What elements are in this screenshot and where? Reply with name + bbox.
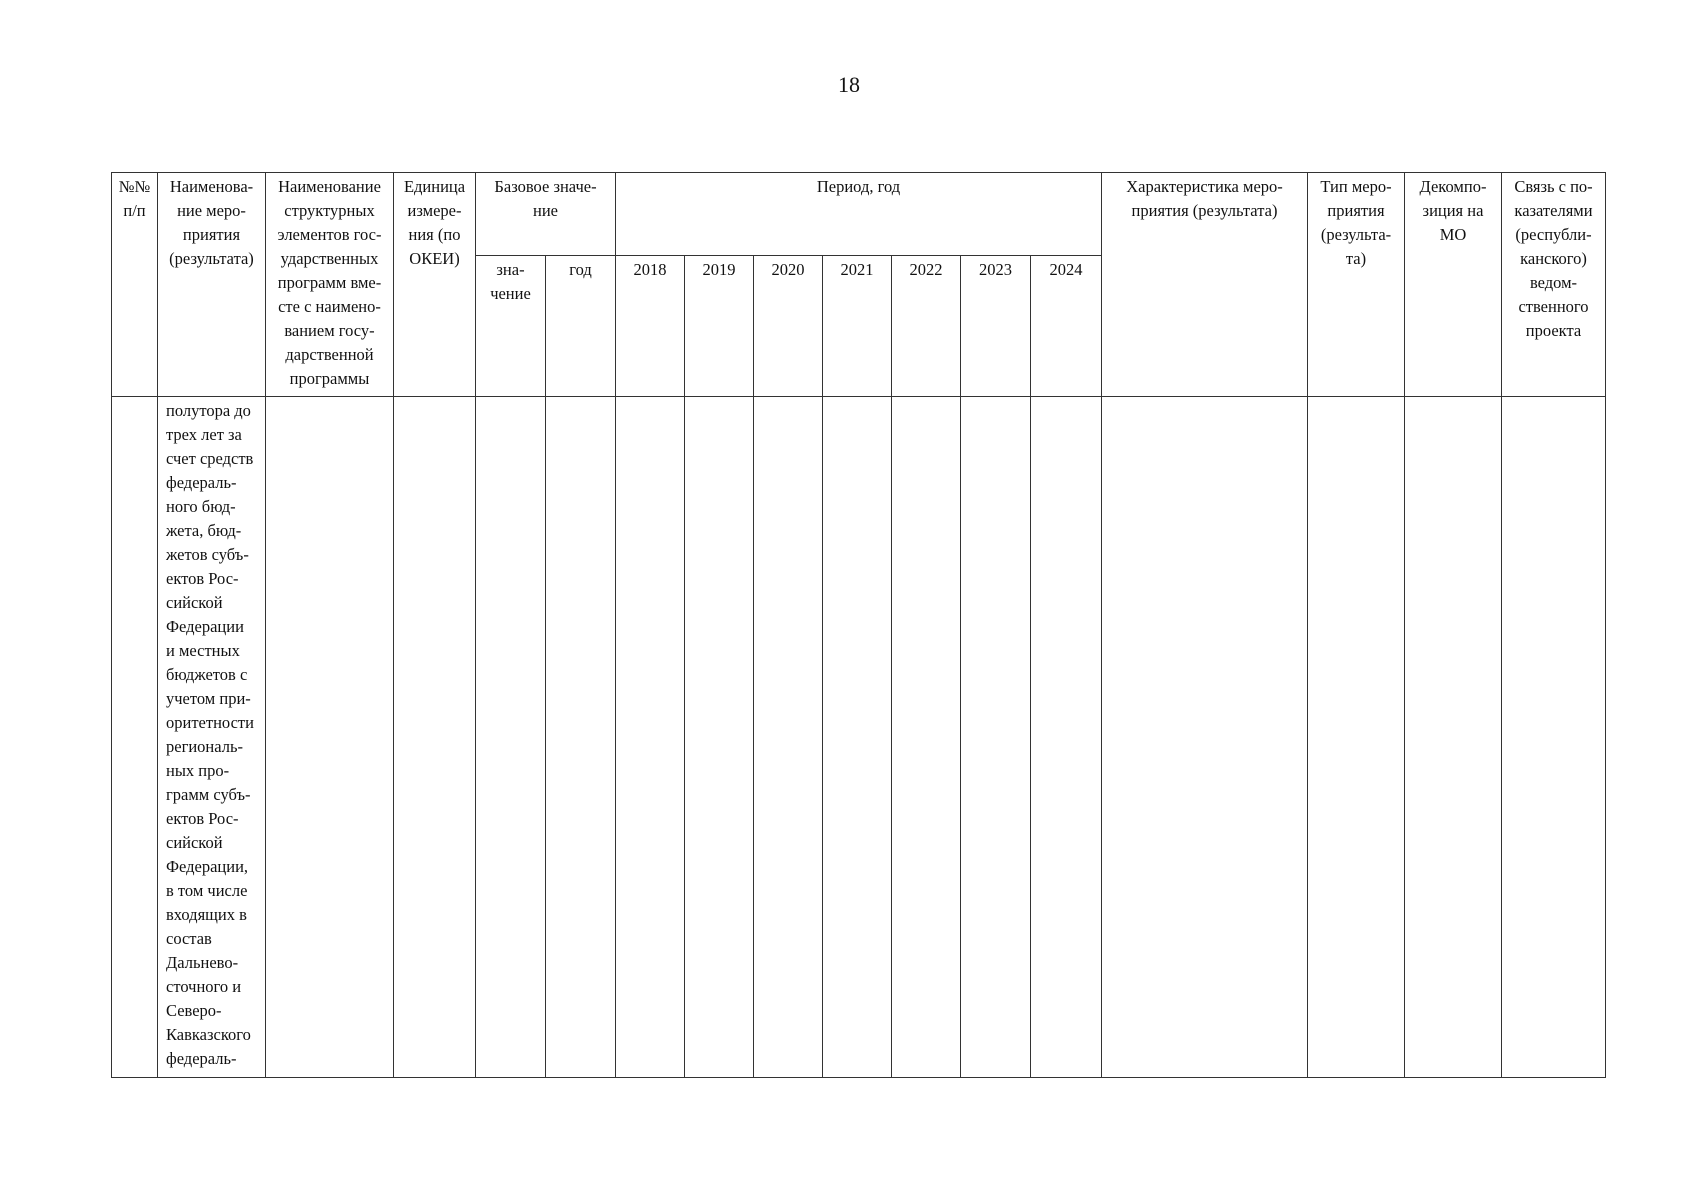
header-decomposition: Декомпо- зиция на МО — [1405, 173, 1502, 397]
header-base-value: Базовое значе- ние — [476, 173, 616, 256]
cell-2021 — [823, 397, 892, 1078]
cell-characteristic — [1102, 397, 1308, 1078]
cell-2018 — [616, 397, 685, 1078]
cell-2024 — [1031, 397, 1102, 1078]
header-base-value-year: год — [546, 256, 616, 397]
cell-num — [112, 397, 158, 1078]
cell-decomposition — [1405, 397, 1502, 1078]
cell-2020 — [754, 397, 823, 1078]
header-unit: Единица измере- ния (по ОКЕИ) — [394, 173, 476, 397]
header-event-name: Наименова- ние меро- приятия (результата) — [158, 173, 266, 397]
cell-base-value — [476, 397, 546, 1078]
header-event-type: Тип меро- приятия (результа- та) — [1308, 173, 1405, 397]
header-year-2020: 2020 — [754, 256, 823, 397]
header-struct-elements: Наименование структурных элементов гос- ударственных программ вме- сте с наимено- ванием госу- дарственной программы — [266, 173, 394, 397]
cell-unit — [394, 397, 476, 1078]
header-year-2021: 2021 — [823, 256, 892, 397]
header-base-value-value: зна- чение — [476, 256, 546, 397]
header-year-2024: 2024 — [1031, 256, 1102, 397]
program-table — [111, 172, 1606, 1078]
page-number: 18 — [838, 72, 860, 97]
header-period: Период, год — [616, 173, 1102, 256]
header-num: №№ п/п — [112, 173, 158, 397]
cell-link — [1502, 397, 1606, 1078]
cell-base-year — [546, 397, 616, 1078]
table-row — [112, 397, 1606, 1078]
cell-2022 — [892, 397, 961, 1078]
header-year-2018: 2018 — [616, 256, 685, 397]
cell-event-type — [1308, 397, 1405, 1078]
header-year-2019: 2019 — [685, 256, 754, 397]
header-characteristic: Характеристика меро- приятия (результата) — [1102, 173, 1308, 397]
header-year-2023: 2023 — [961, 256, 1031, 397]
cell-2023 — [961, 397, 1031, 1078]
header-year-2022: 2022 — [892, 256, 961, 397]
cell-event-name: полутора до трех лет за счет средств федераль- ного бюд- жета, бюд- жетов субъ- ектов Рос- сийской Федерации и местных бюджетов с учетом при- оритетности региональ- ных про- грамм субъ- ектов Рос- сийской Федерации, в том числе входящих в состав Дальнево- сточного и Северо- Кавказского федераль- — [158, 397, 266, 1078]
cell-2019 — [685, 397, 754, 1078]
header-row-top — [112, 173, 1606, 256]
cell-struct-elements — [266, 397, 394, 1078]
header-link: Связь с по- казателями (республи- канского) ведом- ственного проекта — [1502, 173, 1606, 397]
